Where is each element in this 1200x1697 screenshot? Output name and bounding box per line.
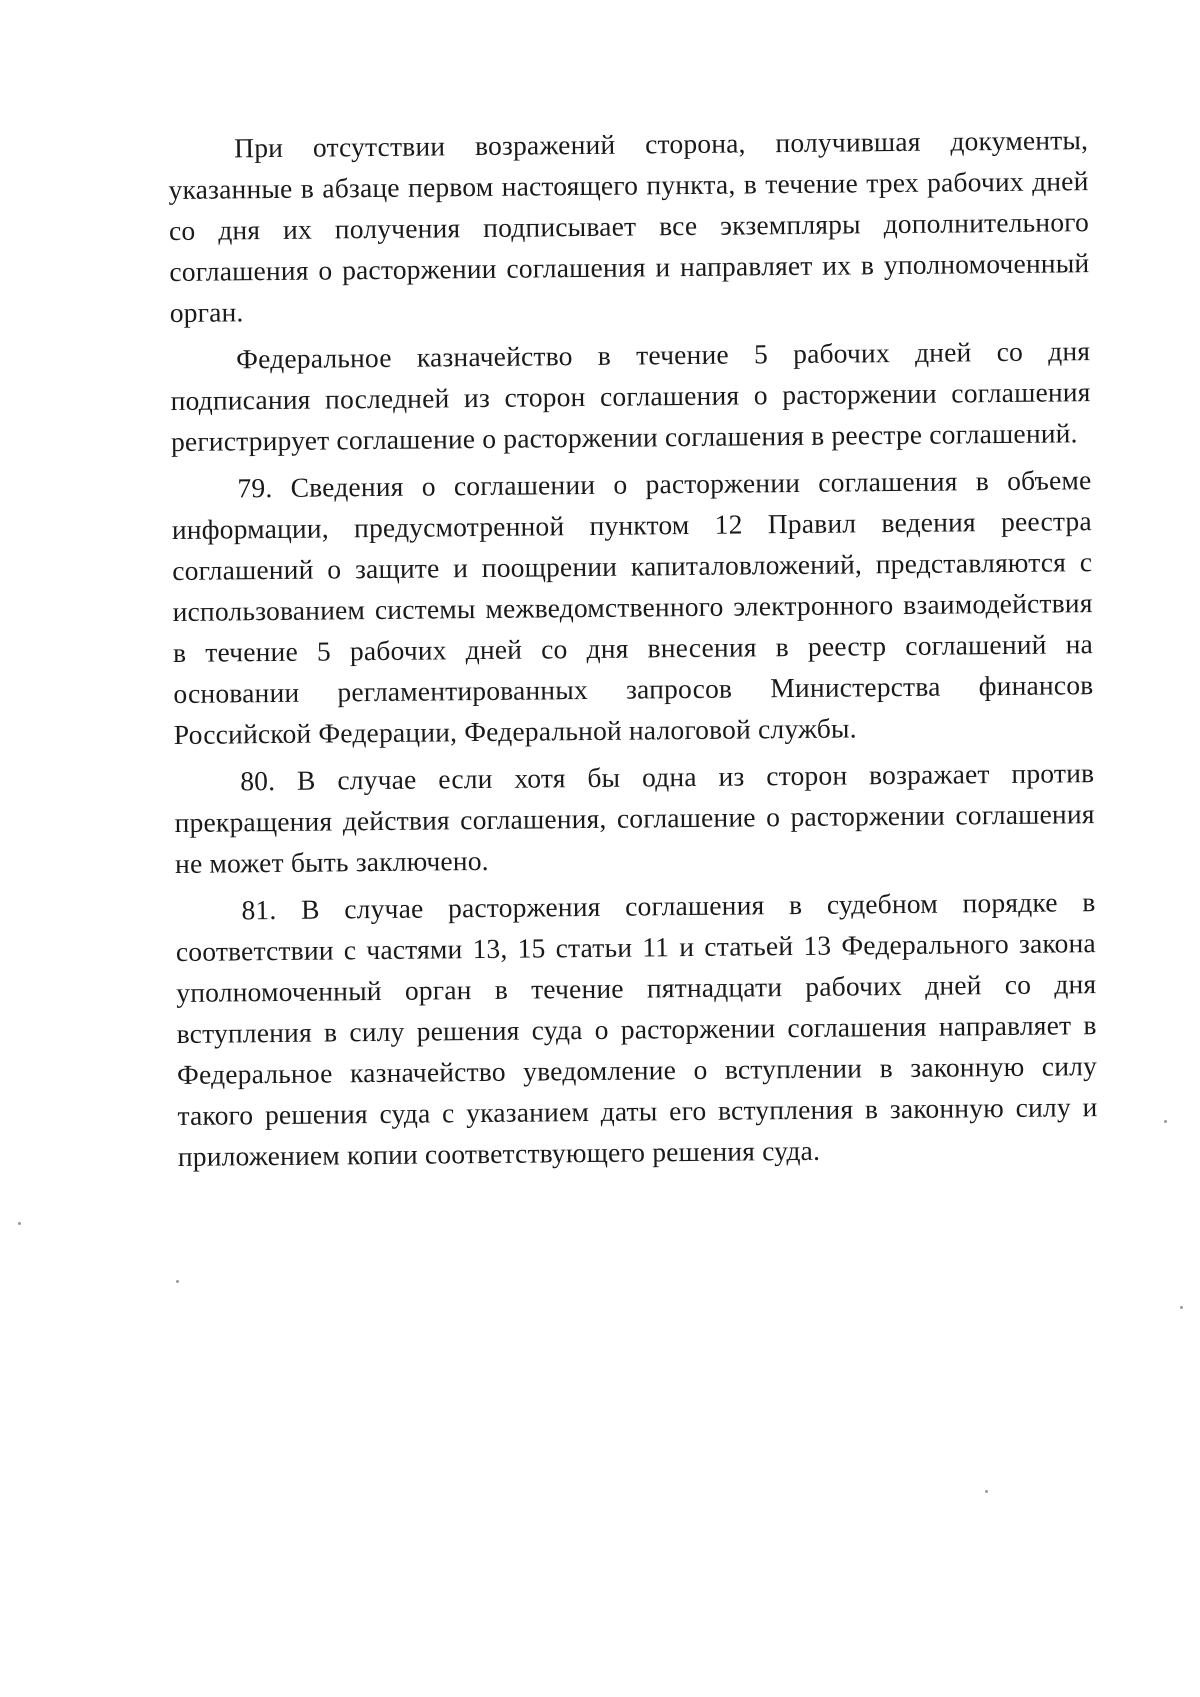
document-body bbox=[168, 119, 1098, 1183]
paragraph-79: 79. Сведения о соглашении о расторжении соглашения в объеме информации, предусмотренной пунктом 12 Правил ведения реестра соглашений о защите и поощрении капиталовложений, представляются с использованием системы межведомственного электронного взаимодействия в течение 5 рабочих дней со дня внесения в реестр соглашений на основании регламентированных запросов Министерства финансов Российской Федерации, Федеральной налоговой службы. bbox=[171, 464, 1094, 750]
scan-speck bbox=[18, 1222, 21, 1225]
scan-speck bbox=[176, 1280, 179, 1283]
paragraph-objections-absent: При отсутствии возражений сторона, получившая документы, указанные в абзаце первом настоящего пункта, в течение трех рабочих дней со дня их получения подписывает все экземпляры дополнительного соглашения о расторжении соглашения и направляет их в уполномоченный орган. bbox=[168, 124, 1090, 328]
scan-speck bbox=[985, 1490, 988, 1493]
paragraph-80: 80. В случае если хотя бы одна из сторон возражает против прекращения действия соглашения, соглашение о расторжении соглашения не может быть заключено. bbox=[174, 757, 1095, 879]
scan-speck bbox=[1180, 1306, 1183, 1309]
paragraph-treasury-registration: Федеральное казначейство в течение 5 рабочих дней со дня подписания последней из сторон соглашения о расторжении соглашения регистрирует соглашение о расторжении соглашения в реестре соглашений. bbox=[170, 335, 1091, 457]
paragraph-81: 81. В случае расторжения соглашения в судебном порядке в соответствии с частями 13, 15 статьи 11 и статьей 13 Федерального закона уполномоченный орган в течение пятнадцати рабочих дней со дня вступления в силу решения суда о расторжении соглашения направляет в Федеральное казначейство уведомление о вступлении в законную силу такого решения суда с указанием даты его вступления в законную силу и приложением копии соответствующего решения суда. bbox=[175, 886, 1098, 1172]
scan-speck bbox=[1164, 1120, 1167, 1123]
